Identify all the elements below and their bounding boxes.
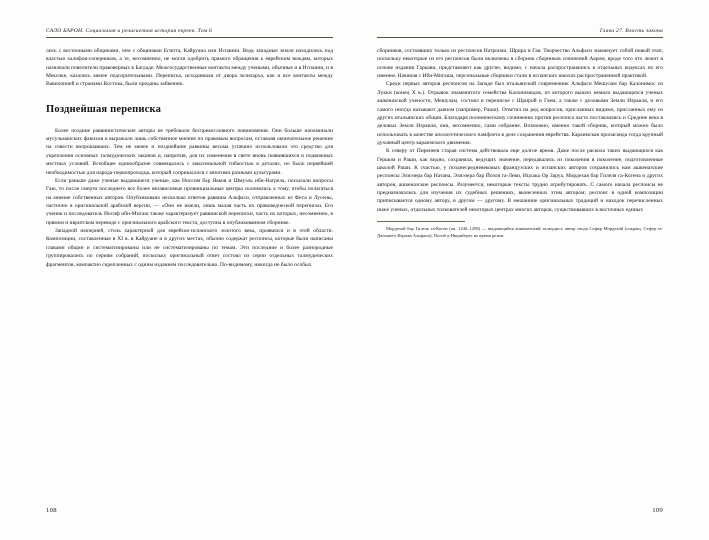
paragraph: Если раньше даже ученые выдавшиеся ученые, как Ниссим бар Яаков и Шмуэль ибн-Нагрела, посылали вопросы Гаю, то после смерти последнего все более независимые провинциальные центры склонялись к тому, чтобы полагаться на мнение собственных авторов. Опубликовано несколько ответов раввина Альфаси, отправленных из Феса и Лусены, частично в оригинальной арабской версии, — «Они не имели, лишь малая часть их правоведческой переписки. Его ученик и последователь Иосиф ибн-Мигаш также характеризует раввинской переписки, часть их которых, несомненно, в прямом и ивритском переводе с оригинального арабского текста, доступна в опубликованном сборнике. (46, 177, 333, 226)
section-heading: Позднейшая переписка (46, 103, 162, 115)
paragraph: Западной империей, столь характерной для еврейско-испанского золотого века, проявился и в этой области. Композиции, составленные в XI в. в Кайруане и в других местах, обычно содержат респонсы, которые были написаны главами общин и систематизированы или не систематизированы по темам. Эти последние и более разнородные группировались по сериям собраний, поскольку оригинальный ответ состоял из серии отдельных талмудических фрагментов, компактно скрепленных с одним изданием последовательно. По-видимому, никогда не было особых (46, 228, 333, 268)
footnote-separator (377, 221, 465, 222)
page-number-right: 109 (652, 507, 663, 514)
paragraph: Среди первых авторов респонсов на Западе был итальянский современник Альфаси Мешулам бар Калонимос из Лукки (конец X в.). Отрывок знаменитого семейства Калонимидов, из которого вышло немало выдающихся ученых ашкеназской учености, Мешулам, состоял в переписке с Шрирой и Гаем, а также с деловыми Земли Израиля, и его самого иногда называют даяном (например, Раши). Ответил на ряд вопросов, присланных видимо, присланных ему из других итальянских общин. Благодаря полемическому сочинению против респонса часто поставлялись и Средние века в деловых Земли Израиля, они, несомненно, сами собрание. Возможно, именно такой сборник, который можно было использовать в качестве апологетического памфлета в деле сохранения еврейства. Караимская пропаганда тогда крупный духовный центр караимского движения. (377, 81, 663, 146)
footnote-text: Мордехай бар Гилель га-Коген (ок. 1240–1298) — выдающийся ашкеназский талмудист, автор свода Сефер Мордехай (сокращ. Сефер га-Дальшего Ицхака Альфаси). Погиб в Нюрнберге во время резни. (377, 226, 663, 239)
page-number-left: 108 (46, 507, 57, 514)
body-column-right (377, 47, 663, 214)
paragraph: Более поздние раввинистические авторы не требовали беспрекословного повиновения. Они больше напоминали мусульманских факихов и выражали лишь собственное мнение по правовым вопросам, оставляя окончательное решение на совести вопрошавших. Тем не менее и позднейшие раввины весьма успешно использовали это средство для укрепления основных талмудических законов и, напротив, для их изменения в свете вновь появившихся и подвижных местных условий. Всеобщее единообразие совмещалось с максимальной гибкостью в деталях, но было первейшей необходимостью для народа-первопроходца, который соприкасался с многими разными культурами. (46, 127, 333, 176)
paragraph: К северу от Пиренеев старая система действовала еще долгое время. Даже после раскола таких выдающихся как Гершом и Раши, как видно, сохраняла, ведущих значение, передавались из поколения в поколение, подготовленные школой Раши. К счастью, у позднесредневековых французских и испанских авторов сохранились нам ашкеназские респонсы Элиэзера бар Натана, Элиэзера бар Йоэля га-Леви, Ицхака Ор Заруа, Мордехая бар Гилеля га-Когена и других авторов, ашкеназские респонсы. Разумеется, некоторые тексты трудно атрибутировать. С самого начала респонсы не предназначались для изучения их судебных решениях, вынесенных этим автором; респонс в одной композиции приписывается одному автору, в другом — другому. В мешанине оригинальных традиций и находок перечисленных ниже ученых, отдельных толкователей некоторых центрах многих авторов, существовавших в восточных единых (377, 148, 663, 213)
page-right (355, 0, 709, 540)
running-head-left: САЛО БАРОН. Социальная и религиозная история евреев. Том 6 (46, 28, 212, 34)
paragraph: лись с восточными общинами, чем с общинами Египта, Кайруана или Испании. Ведь западные земли находились под властью халифов-соперников, а те, несомненно, не могли одобрить прямого обращения к еврейским вождям, которых назначали повелители правоверных в Багдаде. Межгосударственные контакты между учеными, обычные и в Испании, и в Мексике, казались менее подозрительными. Переписка, исходившая от двора экзиларха, как и все контакты между Вавилонией и странами Востока, были преданы забвению. (46, 48, 333, 88)
running-head-right: Глава 27. Власть закона (599, 28, 663, 34)
header-rule-left (46, 37, 333, 38)
header-rule-right (377, 37, 663, 38)
paragraph: сборников, состоявших только из респонсов Натронаи, Шрира и Гая. Творчество Альфаси знаменует собой новый этап, поскольку некоторые из его респонсов были включены в сборник сборников сочинений Ааром, вроде того что лежит в основе издания Гаркави, представляют как другие, видимо, с начала распространялись в отдельных кодексах по его именем. Начиная с Ибн-Мигаша, персональные сборники стали в испанских школах распространенной практикой. (377, 48, 663, 80)
body-column-left (46, 47, 333, 269)
